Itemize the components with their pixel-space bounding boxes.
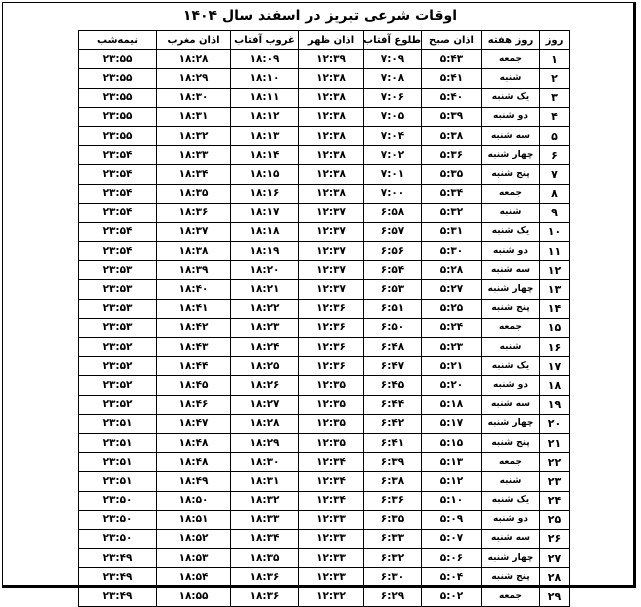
cell-sunset: ۱۸:۱۴ xyxy=(231,146,299,165)
cell-sunset: ۱۸:۱۲ xyxy=(231,107,299,126)
cell-dhuhr: ۱۲:۳۸ xyxy=(299,146,364,165)
cell-fajr: ۵:۲۳ xyxy=(422,338,482,357)
cell-maghrib: ۱۸:۴۸ xyxy=(157,433,231,452)
cell-sunrise: ۷:۰۸ xyxy=(364,69,422,88)
cell-midnight: ۲۳:۵۰ xyxy=(79,510,157,529)
cell-midnight: ۲۳:۵۲ xyxy=(79,338,157,357)
table-row xyxy=(79,280,570,299)
cell-day-number: ۳ xyxy=(540,88,570,107)
prayer-times-table xyxy=(78,30,570,607)
cell-sunrise: ۶:۴۲ xyxy=(364,414,422,433)
cell-midnight: ۲۳:۵۰ xyxy=(79,529,157,548)
cell-day-number: ۲ xyxy=(540,69,570,88)
cell-sunset: ۱۸:۱۵ xyxy=(231,165,299,184)
cell-day-number: ۲۷ xyxy=(540,549,570,568)
table-row xyxy=(79,318,570,337)
cell-dhuhr: ۱۲:۳۳ xyxy=(299,549,364,568)
cell-midnight: ۲۳:۵۳ xyxy=(79,318,157,337)
cell-weekday: یک شنبه xyxy=(482,491,540,510)
cell-day-number: ۸ xyxy=(540,184,570,203)
cell-midnight: ۲۳:۵۱ xyxy=(79,472,157,491)
cell-dhuhr: ۱۲:۳۷ xyxy=(299,222,364,241)
header-dhuhr: اذان ظهر xyxy=(299,31,364,50)
table-row xyxy=(79,146,570,165)
cell-midnight: ۲۳:۵۵ xyxy=(79,126,157,145)
cell-weekday: سه شنبه xyxy=(482,529,540,548)
cell-weekday: شنبه xyxy=(482,472,540,491)
cell-fajr: ۵:۳۰ xyxy=(422,242,482,261)
cell-fajr: ۵:۰۲ xyxy=(422,587,482,606)
cell-sunset: ۱۸:۳۶ xyxy=(231,568,299,587)
table-row xyxy=(79,88,570,107)
cell-sunset: ۱۸:۲۱ xyxy=(231,280,299,299)
cell-sunset: ۱۸:۳۱ xyxy=(231,472,299,491)
cell-midnight: ۲۳:۵۳ xyxy=(79,261,157,280)
table-row xyxy=(79,453,570,472)
cell-fajr: ۵:۱۲ xyxy=(422,472,482,491)
table-row xyxy=(79,491,570,510)
cell-weekday: پنج شنبه xyxy=(482,433,540,452)
cell-midnight: ۲۳:۵۴ xyxy=(79,222,157,241)
cell-midnight: ۲۳:۵۲ xyxy=(79,376,157,395)
cell-weekday: جمعه xyxy=(482,318,540,337)
cell-fajr: ۵:۴۱ xyxy=(422,69,482,88)
cell-fajr: ۵:۴۳ xyxy=(422,50,482,69)
table-row xyxy=(79,299,570,318)
cell-day-number: ۱۹ xyxy=(540,395,570,414)
cell-weekday: پنج شنبه xyxy=(482,568,540,587)
cell-weekday: دو شنبه xyxy=(482,107,540,126)
cell-midnight: ۲۳:۵۵ xyxy=(79,69,157,88)
cell-dhuhr: ۱۲:۳۷ xyxy=(299,280,364,299)
cell-dhuhr: ۱۲:۳۶ xyxy=(299,318,364,337)
cell-sunset: ۱۸:۲۰ xyxy=(231,261,299,280)
cell-fajr: ۵:۱۸ xyxy=(422,395,482,414)
cell-sunrise: ۷:۰۶ xyxy=(364,88,422,107)
cell-maghrib: ۱۸:۴۷ xyxy=(157,414,231,433)
table-row xyxy=(79,242,570,261)
cell-maghrib: ۱۸:۵۰ xyxy=(157,491,231,510)
cell-sunset: ۱۸:۳۴ xyxy=(231,529,299,548)
cell-fajr: ۵:۳۲ xyxy=(422,203,482,222)
cell-sunset: ۱۸:۲۶ xyxy=(231,376,299,395)
cell-dhuhr: ۱۲:۳۸ xyxy=(299,107,364,126)
cell-dhuhr: ۱۲:۳۳ xyxy=(299,529,364,548)
cell-day-number: ۵ xyxy=(540,126,570,145)
cell-maghrib: ۱۸:۵۳ xyxy=(157,549,231,568)
cell-sunset: ۱۸:۳۲ xyxy=(231,491,299,510)
cell-fajr: ۵:۲۷ xyxy=(422,280,482,299)
cell-midnight: ۲۳:۵۵ xyxy=(79,50,157,69)
cell-day-number: ۲۱ xyxy=(540,433,570,452)
cell-dhuhr: ۱۲:۳۹ xyxy=(299,50,364,69)
cell-dhuhr: ۱۲:۳۸ xyxy=(299,69,364,88)
table-row xyxy=(79,433,570,452)
cell-fajr: ۵:۳۶ xyxy=(422,146,482,165)
table-row xyxy=(79,184,570,203)
cell-midnight: ۲۳:۴۹ xyxy=(79,549,157,568)
cell-dhuhr: ۱۲:۳۲ xyxy=(299,587,364,606)
cell-maghrib: ۱۸:۴۲ xyxy=(157,318,231,337)
cell-day-number: ۲۹ xyxy=(540,587,570,606)
table-row xyxy=(79,472,570,491)
cell-weekday: سه شنبه xyxy=(482,261,540,280)
cell-maghrib: ۱۸:۴۹ xyxy=(157,472,231,491)
cell-maghrib: ۱۸:۴۰ xyxy=(157,280,231,299)
cell-weekday: سه شنبه xyxy=(482,126,540,145)
cell-fajr: ۵:۱۰ xyxy=(422,491,482,510)
cell-sunrise: ۶:۳۵ xyxy=(364,510,422,529)
cell-day-number: ۱۱ xyxy=(540,242,570,261)
cell-day-number: ۲۲ xyxy=(540,453,570,472)
cell-maghrib: ۱۸:۳۴ xyxy=(157,165,231,184)
cell-weekday: چهار شنبه xyxy=(482,280,540,299)
cell-day-number: ۱ xyxy=(540,50,570,69)
cell-sunrise: ۷:۰۱ xyxy=(364,165,422,184)
cell-dhuhr: ۱۲:۳۸ xyxy=(299,88,364,107)
page-title: اوقات شرعی تبریز در اسفند سال ۱۴۰۴ xyxy=(182,8,458,24)
cell-maghrib: ۱۸:۳۳ xyxy=(157,146,231,165)
cell-weekday: سه شنبه xyxy=(482,395,540,414)
cell-day-number: ۷ xyxy=(540,165,570,184)
cell-maghrib: ۱۸:۳۶ xyxy=(157,203,231,222)
cell-fajr: ۵:۰۹ xyxy=(422,510,482,529)
cell-sunset: ۱۸:۱۳ xyxy=(231,126,299,145)
cell-sunset: ۱۸:۱۷ xyxy=(231,203,299,222)
cell-sunrise: ۶:۵۶ xyxy=(364,242,422,261)
cell-weekday: جمعه xyxy=(482,50,540,69)
cell-dhuhr: ۱۲:۳۶ xyxy=(299,299,364,318)
cell-maghrib: ۱۸:۴۴ xyxy=(157,357,231,376)
cell-day-number: ۱۴ xyxy=(540,299,570,318)
cell-maghrib: ۱۸:۴۱ xyxy=(157,299,231,318)
cell-midnight: ۲۳:۵۱ xyxy=(79,433,157,452)
cell-maghrib: ۱۸:۳۲ xyxy=(157,126,231,145)
cell-day-number: ۱۳ xyxy=(540,280,570,299)
cell-dhuhr: ۱۲:۳۵ xyxy=(299,395,364,414)
cell-weekday: چهار شنبه xyxy=(482,146,540,165)
table-row xyxy=(79,338,570,357)
cell-midnight: ۲۳:۵۱ xyxy=(79,414,157,433)
cell-day-number: ۴ xyxy=(540,107,570,126)
cell-sunrise: ۶:۵۳ xyxy=(364,280,422,299)
cell-fajr: ۵:۴۰ xyxy=(422,88,482,107)
cell-dhuhr: ۱۲:۳۴ xyxy=(299,453,364,472)
cell-maghrib: ۱۸:۳۸ xyxy=(157,242,231,261)
cell-midnight: ۲۳:۵۴ xyxy=(79,242,157,261)
cell-maghrib: ۱۸:۲۸ xyxy=(157,50,231,69)
cell-maghrib: ۱۸:۵۴ xyxy=(157,568,231,587)
cell-sunset: ۱۸:۲۷ xyxy=(231,395,299,414)
cell-midnight: ۲۳:۵۰ xyxy=(79,491,157,510)
cell-sunrise: ۶:۴۵ xyxy=(364,376,422,395)
cell-midnight: ۲۳:۵۴ xyxy=(79,165,157,184)
cell-weekday: شنبه xyxy=(482,338,540,357)
cell-day-number: ۱۸ xyxy=(540,376,570,395)
cell-day-number: ۲۸ xyxy=(540,568,570,587)
cell-midnight: ۲۳:۴۹ xyxy=(79,568,157,587)
cell-sunrise: ۷:۰۹ xyxy=(364,50,422,69)
cell-maghrib: ۱۸:۲۹ xyxy=(157,69,231,88)
cell-dhuhr: ۱۲:۳۴ xyxy=(299,472,364,491)
cell-maghrib: ۱۸:۴۸ xyxy=(157,453,231,472)
cell-sunrise: ۶:۵۰ xyxy=(364,318,422,337)
cell-day-number: ۲۳ xyxy=(540,472,570,491)
cell-dhuhr: ۱۲:۳۸ xyxy=(299,184,364,203)
cell-day-number: ۶ xyxy=(540,146,570,165)
cell-maghrib: ۱۸:۳۱ xyxy=(157,107,231,126)
table-row xyxy=(79,165,570,184)
cell-fajr: ۵:۲۴ xyxy=(422,318,482,337)
cell-sunset: ۱۸:۱۸ xyxy=(231,222,299,241)
cell-sunset: ۱۸:۳۰ xyxy=(231,453,299,472)
cell-day-number: ۱۶ xyxy=(540,338,570,357)
cell-day-number: ۲۶ xyxy=(540,529,570,548)
cell-maghrib: ۱۸:۴۳ xyxy=(157,338,231,357)
header-maghrib: اذان مغرب xyxy=(157,31,231,50)
cell-weekday: پنج شنبه xyxy=(482,299,540,318)
cell-midnight: ۲۳:۵۳ xyxy=(79,299,157,318)
cell-fajr: ۵:۱۳ xyxy=(422,453,482,472)
cell-sunset: ۱۸:۳۳ xyxy=(231,510,299,529)
table-row xyxy=(79,395,570,414)
cell-sunset: ۱۸:۱۰ xyxy=(231,69,299,88)
cell-midnight: ۲۳:۵۱ xyxy=(79,453,157,472)
table-row xyxy=(79,126,570,145)
cell-sunset: ۱۸:۳۵ xyxy=(231,549,299,568)
cell-weekday: شنبه xyxy=(482,203,540,222)
cell-midnight: ۲۳:۵۴ xyxy=(79,184,157,203)
table-row xyxy=(79,568,570,587)
cell-day-number: ۲۵ xyxy=(540,510,570,529)
cell-midnight: ۲۳:۵۲ xyxy=(79,357,157,376)
table-row xyxy=(79,69,570,88)
cell-weekday: دو شنبه xyxy=(482,510,540,529)
cell-maghrib: ۱۸:۳۹ xyxy=(157,261,231,280)
cell-day-number: ۹ xyxy=(540,203,570,222)
cell-midnight: ۲۳:۵۴ xyxy=(79,203,157,222)
cell-weekday: جمعه xyxy=(482,587,540,606)
cell-sunrise: ۷:۰۰ xyxy=(364,184,422,203)
cell-sunrise: ۶:۴۷ xyxy=(364,357,422,376)
cell-sunrise: ۷:۰۴ xyxy=(364,126,422,145)
cell-sunset: ۱۸:۳۶ xyxy=(231,587,299,606)
cell-day-number: ۱۷ xyxy=(540,357,570,376)
cell-fajr: ۵:۱۵ xyxy=(422,433,482,452)
cell-sunrise: ۶:۳۹ xyxy=(364,453,422,472)
cell-weekday: دو شنبه xyxy=(482,376,540,395)
cell-sunrise: ۶:۳۸ xyxy=(364,472,422,491)
cell-dhuhr: ۱۲:۳۳ xyxy=(299,568,364,587)
cell-midnight: ۲۳:۵۴ xyxy=(79,146,157,165)
cell-fajr: ۵:۲۰ xyxy=(422,376,482,395)
cell-fajr: ۵:۳۹ xyxy=(422,107,482,126)
cell-maghrib: ۱۸:۳۵ xyxy=(157,184,231,203)
header-weekday: روز هفته xyxy=(482,31,540,50)
cell-fajr: ۵:۲۱ xyxy=(422,357,482,376)
table-row xyxy=(79,549,570,568)
cell-weekday: دو شنبه xyxy=(482,242,540,261)
cell-midnight: ۲۳:۴۹ xyxy=(79,587,157,606)
cell-fajr: ۵:۳۵ xyxy=(422,165,482,184)
cell-weekday: چهار شنبه xyxy=(482,414,540,433)
cell-dhuhr: ۱۲:۳۳ xyxy=(299,510,364,529)
cell-day-number: ۱۲ xyxy=(540,261,570,280)
table-header-row xyxy=(79,31,570,50)
cell-maghrib: ۱۸:۴۵ xyxy=(157,376,231,395)
cell-dhuhr: ۱۲:۳۴ xyxy=(299,491,364,510)
cell-sunrise: ۶:۴۱ xyxy=(364,433,422,452)
cell-fajr: ۵:۳۸ xyxy=(422,126,482,145)
cell-fajr: ۵:۰۴ xyxy=(422,568,482,587)
cell-weekday: چهار شنبه xyxy=(482,549,540,568)
header-fajr: اذان صبح xyxy=(422,31,482,50)
cell-dhuhr: ۱۲:۳۸ xyxy=(299,126,364,145)
cell-maghrib: ۱۸:۳۰ xyxy=(157,88,231,107)
cell-dhuhr: ۱۲:۳۵ xyxy=(299,433,364,452)
cell-maghrib: ۱۸:۵۱ xyxy=(157,510,231,529)
cell-fajr: ۵:۲۸ xyxy=(422,261,482,280)
cell-fajr: ۵:۳۱ xyxy=(422,222,482,241)
cell-maghrib: ۱۸:۵۲ xyxy=(157,529,231,548)
cell-weekday: جمعه xyxy=(482,184,540,203)
cell-sunrise: ۷:۰۵ xyxy=(364,107,422,126)
header-sunset: غروب آفتاب xyxy=(231,31,299,50)
cell-midnight: ۲۳:۵۳ xyxy=(79,280,157,299)
document-page xyxy=(2,2,636,604)
cell-sunset: ۱۸:۱۱ xyxy=(231,88,299,107)
header-midnight: نیمه‌شب xyxy=(79,31,157,50)
cell-sunset: ۱۸:۲۹ xyxy=(231,433,299,452)
cell-midnight: ۲۳:۵۲ xyxy=(79,395,157,414)
table-row xyxy=(79,261,570,280)
cell-sunrise: ۶:۴۴ xyxy=(364,395,422,414)
cell-dhuhr: ۱۲:۳۶ xyxy=(299,338,364,357)
cell-weekday: یک شنبه xyxy=(482,357,540,376)
cell-sunrise: ۷:۰۲ xyxy=(364,146,422,165)
header-day-number: روز xyxy=(540,31,570,50)
cell-weekday: یک شنبه xyxy=(482,88,540,107)
table-row xyxy=(79,357,570,376)
cell-maghrib: ۱۸:۳۷ xyxy=(157,222,231,241)
cell-fajr: ۵:۳۴ xyxy=(422,184,482,203)
cell-sunset: ۱۸:۲۵ xyxy=(231,357,299,376)
cell-sunrise: ۶:۵۴ xyxy=(364,261,422,280)
cell-weekday: پنج شنبه xyxy=(482,165,540,184)
cell-sunrise: ۶:۳۶ xyxy=(364,491,422,510)
cell-fajr: ۵:۲۵ xyxy=(422,299,482,318)
cell-sunset: ۱۸:۲۲ xyxy=(231,299,299,318)
cell-fajr: ۵:۱۷ xyxy=(422,414,482,433)
cell-sunset: ۱۸:۰۹ xyxy=(231,50,299,69)
cell-maghrib: ۱۸:۴۶ xyxy=(157,395,231,414)
cell-dhuhr: ۱۲:۳۷ xyxy=(299,203,364,222)
cell-sunset: ۱۸:۲۸ xyxy=(231,414,299,433)
cell-sunrise: ۶:۵۱ xyxy=(364,299,422,318)
cell-sunrise: ۶:۳۰ xyxy=(364,568,422,587)
cell-dhuhr: ۱۲:۳۵ xyxy=(299,414,364,433)
table-row xyxy=(79,376,570,395)
cell-dhuhr: ۱۲:۳۵ xyxy=(299,376,364,395)
table-row xyxy=(79,510,570,529)
cell-sunrise: ۶:۳۳ xyxy=(364,529,422,548)
table-row xyxy=(79,107,570,126)
cell-sunrise: ۶:۵۸ xyxy=(364,203,422,222)
cell-sunset: ۱۸:۲۳ xyxy=(231,318,299,337)
cell-sunrise: ۶:۴۸ xyxy=(364,338,422,357)
cell-dhuhr: ۱۲:۳۸ xyxy=(299,165,364,184)
cell-day-number: ۱۵ xyxy=(540,318,570,337)
cell-dhuhr: ۱۲:۳۷ xyxy=(299,242,364,261)
cell-sunrise: ۶:۵۷ xyxy=(364,222,422,241)
cell-sunrise: ۶:۲۹ xyxy=(364,587,422,606)
table-row xyxy=(79,587,570,606)
cell-weekday: جمعه xyxy=(482,453,540,472)
cell-dhuhr: ۱۲:۳۷ xyxy=(299,261,364,280)
cell-weekday: یک شنبه xyxy=(482,222,540,241)
cell-weekday: شنبه xyxy=(482,69,540,88)
cell-sunset: ۱۸:۱۹ xyxy=(231,242,299,261)
cell-midnight: ۲۳:۵۵ xyxy=(79,107,157,126)
table-row xyxy=(79,529,570,548)
cell-fajr: ۵:۰۶ xyxy=(422,549,482,568)
header-sunrise: طلوع آفتاب xyxy=(364,31,422,50)
cell-midnight: ۲۳:۵۵ xyxy=(79,88,157,107)
cell-sunrise: ۶:۳۲ xyxy=(364,549,422,568)
cell-dhuhr: ۱۲:۳۶ xyxy=(299,357,364,376)
cell-sunset: ۱۸:۲۴ xyxy=(231,338,299,357)
cell-maghrib: ۱۸:۵۵ xyxy=(157,587,231,606)
cell-day-number: ۱۰ xyxy=(540,222,570,241)
table-row xyxy=(79,203,570,222)
cell-sunset: ۱۸:۱۶ xyxy=(231,184,299,203)
cell-day-number: ۲۰ xyxy=(540,414,570,433)
cell-day-number: ۲۴ xyxy=(540,491,570,510)
cell-fajr: ۵:۰۷ xyxy=(422,529,482,548)
table-row xyxy=(79,222,570,241)
table-row xyxy=(79,414,570,433)
table-row xyxy=(79,50,570,69)
